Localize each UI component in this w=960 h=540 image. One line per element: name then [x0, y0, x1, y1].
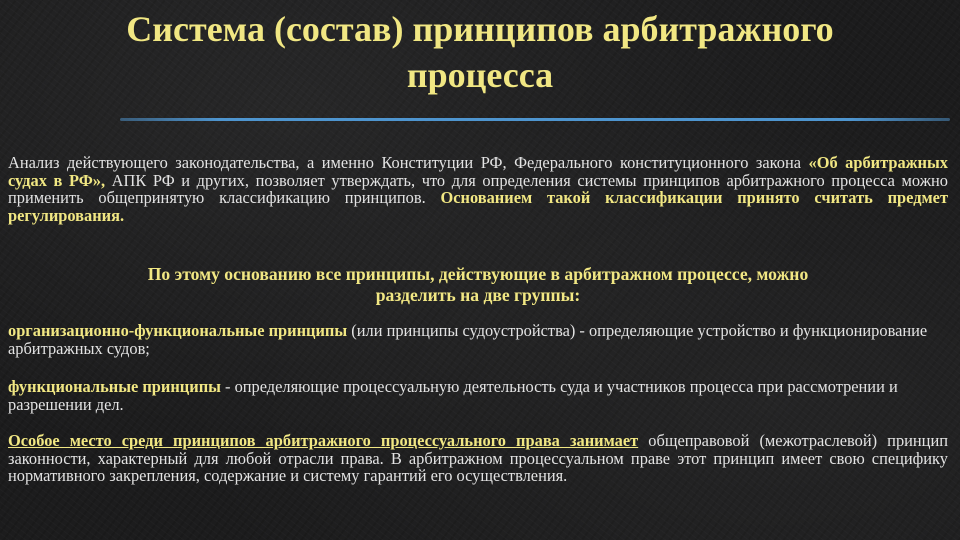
slide-title-line1: Система (состав) принципов арбитражного — [126, 9, 834, 49]
legality-principle-text: общеправовой (межотраслевой) принцип законности, характерный для любой отрасли права. В арбитражном процессуальном праве этот принцип имеет свою специфику нормативного закрепления, содержание и систему гарантий его осуществления. — [8, 431, 948, 486]
legality-principle-lead: Особое место среди принципов арбитражного процессуального права занимает — [8, 431, 639, 450]
functional-principles-text: - определяющие процессуальную деятельность суда и участников процесса при рассмотрении и разрешении дел. — [8, 377, 898, 414]
groups-heading-line2: разделить на две группы: — [375, 285, 581, 305]
groups-heading-line1: По этому основанию все принципы, действующие в арбитражном процессе, можно — [147, 264, 809, 284]
org-functional-principles-term: организационно-функциональные принципы — [8, 321, 348, 340]
org-functional-principles-paragraph — [8, 322, 948, 357]
groups-heading — [8, 264, 948, 306]
org-functional-principles-text: (или принципы судоустройства) - определяющие устройство и функционирование арбитражных судов; — [8, 321, 928, 358]
intro-text-b: АПК РФ и других, позволяет утверждать, что для определения системы принципов арбитражного процесса можно применить общепринятую классификацию принципов. — [8, 170, 948, 208]
slide-title-line2: процесса — [406, 55, 554, 95]
title-divider — [120, 118, 950, 121]
intro-paragraph — [8, 154, 948, 224]
legality-principle-paragraph — [8, 432, 948, 485]
functional-principles-paragraph — [8, 378, 948, 413]
intro-text-a: Анализ действующего законодательства, а именно Конституции РФ, Федерального конституционного закона — [8, 153, 809, 172]
intro-basis-highlight: Основанием такой классификации принято считать предмет регулирования. — [8, 188, 949, 225]
intro-law-name: «Об арбитражных судах в РФ», — [8, 153, 948, 190]
slide-title — [20, 6, 940, 98]
functional-principles-term: функциональные принципы — [8, 377, 221, 396]
